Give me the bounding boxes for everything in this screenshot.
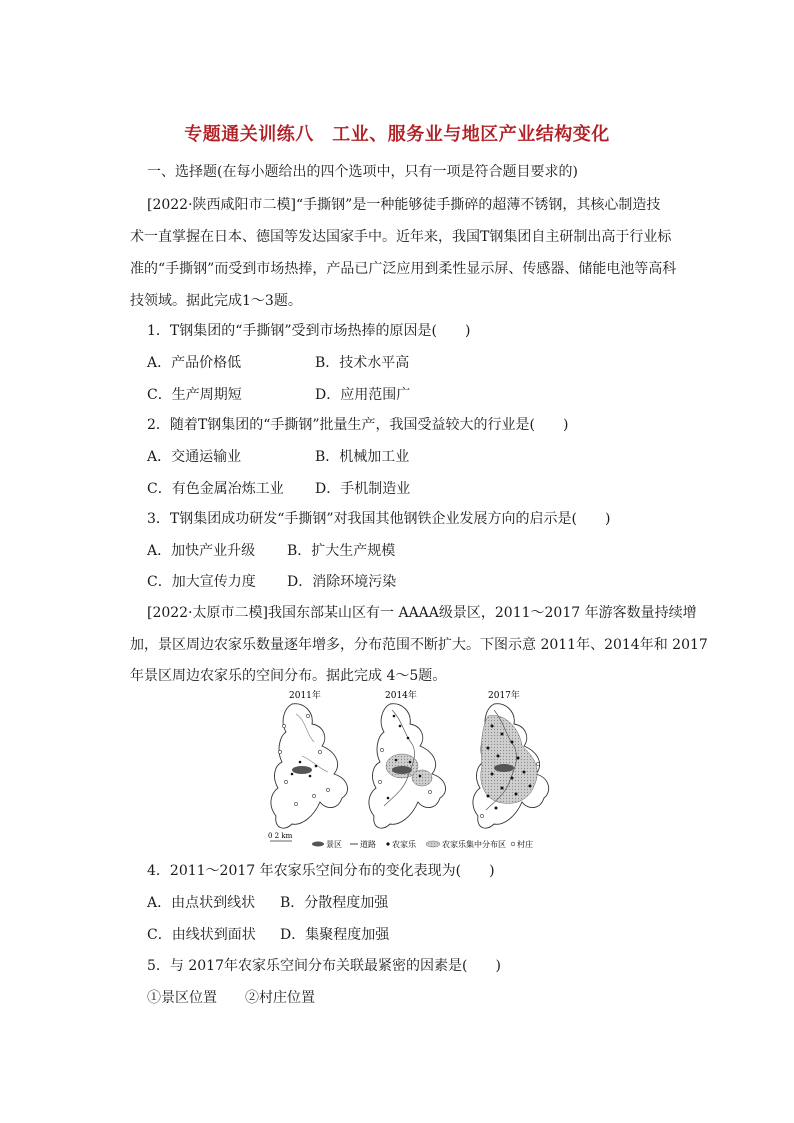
legend-road-label: 道路 bbox=[360, 840, 376, 849]
passage1-line-2: 术一直掌握在日本、德国等发达国家手中。近年来，我国T钢集团自主研制出高于行业标 bbox=[130, 229, 672, 245]
question-3-stem: 3．T钢集团成功研发“手撕钢”对我国其他钢铁企业发展方向的启示是( ) bbox=[147, 511, 611, 527]
q4-option-c: C．由线状到面状 bbox=[147, 927, 256, 943]
q2-option-b: B．机械加工业 bbox=[315, 449, 410, 465]
question-1-stem: 1．T钢集团的“手撕钢”受到市场热捧的原因是( ) bbox=[147, 323, 471, 339]
passage1-line-4: 技领域。据此完成1～3题。 bbox=[130, 293, 302, 309]
passage2-line-3: 年景区周边农家乐的空间分布。据此完成 4～5题。 bbox=[130, 668, 447, 684]
passage2-line-1: [2022·太原市二模]我国东部某山区有一 AAAA级景区，2011～2017 年游客数量持续增 bbox=[147, 605, 697, 621]
q2-option-c: C．有色金属冶炼工业 bbox=[147, 481, 284, 497]
map-panel-2017 bbox=[473, 704, 549, 828]
passage1-line-1: [2022·陕西咸阳市二模]“手撕钢”是一种能够徒手撕碎的超薄不锈钢，其核心制造技 bbox=[147, 197, 661, 213]
question-4-stem: 4．2011～2017 年农家乐空间分布的变化表现为( ) bbox=[147, 863, 495, 879]
legend-cluster-symbol bbox=[426, 841, 440, 847]
legend-village-label: 村庄 bbox=[517, 840, 533, 849]
passage1-line-3: 准的“手撕钢”而受到市场热捧，产品已广泛应用到柔性显示屏、传感器、储能电池等高科 bbox=[130, 261, 677, 277]
question-2-stem: 2．随着T钢集团的“手撕钢”批量生产，我国受益较大的行业是( ) bbox=[147, 417, 569, 433]
q4-option-d: D．集聚程度加强 bbox=[280, 927, 390, 943]
legend-scenic-label: 景区 bbox=[326, 840, 342, 849]
map-year-2017: 2017年 bbox=[488, 691, 520, 701]
q1-option-c: C．生产周期短 bbox=[147, 387, 242, 403]
q3-option-c: C．加大宣传力度 bbox=[147, 574, 256, 590]
farmhouse-distribution-map bbox=[262, 686, 552, 854]
legend-farmhouse-symbol bbox=[386, 842, 389, 845]
map-year-2011: 2011年 bbox=[289, 691, 321, 701]
q1-option-a: A．产品价格低 bbox=[147, 355, 242, 371]
passage2-line-2: 加，景区周边农家乐数量逐年增多，分布范围不断扩大。下图示意 2011年、2014年和 2017 bbox=[130, 637, 708, 653]
q4-option-b: B．分散程度加强 bbox=[280, 895, 389, 911]
question-5-stem: 5．与 2017年农家乐空间分布关联最紧密的因素是( ) bbox=[147, 958, 501, 974]
q3-option-b: B．扩大生产规模 bbox=[287, 543, 396, 559]
map-panel-2014 bbox=[369, 704, 446, 828]
page-title: 专题通关训练八 工业、服务业与地区产业结构变化 bbox=[184, 124, 610, 145]
legend-scenic-symbol bbox=[312, 842, 324, 847]
q1-option-b: B．技术水平高 bbox=[315, 355, 410, 371]
q5-items: ①景区位置 ②村庄位置 bbox=[147, 990, 315, 1006]
legend-village-symbol bbox=[511, 842, 515, 846]
map-panel-2011 bbox=[271, 704, 348, 828]
q4-option-a: A．由点状到线状 bbox=[147, 895, 256, 911]
q2-option-d: D．手机制造业 bbox=[315, 481, 411, 497]
scale-label: 0 2 km bbox=[268, 832, 293, 840]
map-year-2014: 2014年 bbox=[385, 691, 417, 701]
legend-farmhouse-label: 农家乐 bbox=[392, 840, 416, 849]
q1-option-d: D．应用范围广 bbox=[315, 387, 411, 403]
q3-option-a: A．加快产业升级 bbox=[147, 543, 256, 559]
section-heading: 一、选择题(在每小题给出的四个选项中，只有一项是符合题目要求的) bbox=[147, 164, 578, 180]
q2-option-a: A．交通运输业 bbox=[147, 449, 242, 465]
q3-option-d: D．消除环境污染 bbox=[287, 574, 397, 590]
legend-cluster-label: 农家乐集中分布区 bbox=[442, 840, 506, 849]
